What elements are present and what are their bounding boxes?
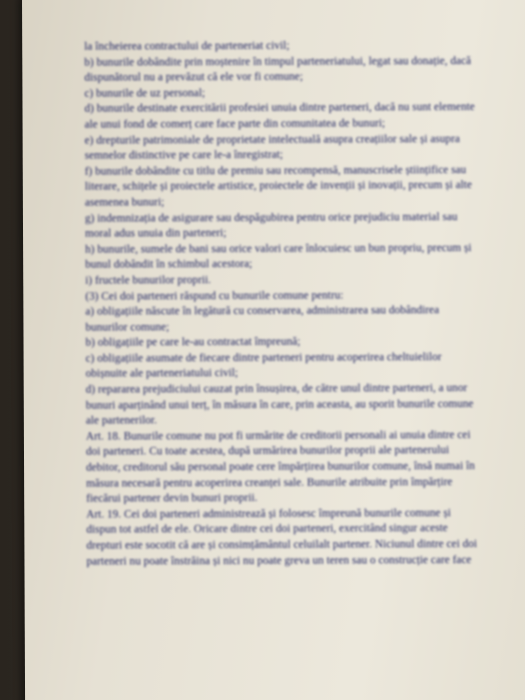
text-line: ale unui fond de comerț care face parte din comunitatea de bunuri;	[84, 117, 386, 131]
text-line: g) indemnizația de asigurare sau despăgubirea pentru orice prejudiciu material sau	[84, 210, 458, 225]
text-line: (3) Cei doi parteneri răspund cu bunurile comune pentru:	[85, 289, 344, 303]
text-line: asemenea bunuri;	[84, 196, 165, 209]
text-line: e) drepturile patrimoniale de proprietate intelectuală asupra creațiilor sale și asupra	[84, 132, 460, 147]
text-line: Art. 18. Bunurile comune nu pot fi urmărite de creditorii personali ai unuia dintre cei	[85, 428, 471, 443]
text-line: i) fructele bunurilor proprii.	[85, 274, 212, 287]
text-line: debitor, creditorul său personal poate cere împărțirea bunurilor comune, însă numai în	[86, 460, 475, 474]
text-line: ale partenerilor.	[85, 414, 157, 427]
text-line: bunuri aparținând unui terț, în măsura în care, prin aceasta, au sporit bunurile comune	[85, 397, 474, 412]
text-line: a) obligațiile născute în legătură cu conservarea, administrarea sau dobândirea	[85, 304, 440, 318]
text-line: dispunătorul nu a prevăzut că ele vor fi comune;	[84, 70, 304, 84]
text-line: f) bunurile dobândite cu titlu de premiu sau recompensă, manuscrisele științifice sau	[84, 163, 467, 178]
text-line: măsura necesară pentru acoperirea creanței sale. Bunurile atribuite prin împărțire	[86, 475, 453, 490]
text-line: Art. 19. Cei doi parteneri administrează și folosesc împreună bunurile comune și	[86, 506, 451, 521]
text-line: parteneri nu poate înstrăina și nici nu poate greva un teren sau o construcție care face	[86, 553, 472, 568]
text-line: b) obligațiile pe care le-au contractat împreună;	[85, 336, 301, 350]
text-line: doi parteneri. Cu toate acestea, după urmărirea bunurilor proprii ale partenerului	[85, 444, 450, 459]
text-line: h) bunurile, sumele de bani sau orice valori care înlocuiesc un bun propriu, precum și	[85, 241, 472, 256]
text-line: fiecărui partener devin bunuri proprii.	[86, 492, 258, 505]
text-line: drepturi este socotit că are și consimțământul celuilalt partener. Niciunul dintre cei doi	[86, 538, 478, 552]
text-line: semnelor distinctive pe care le-a înregistrat;	[84, 149, 284, 162]
text-line: c) obligațiile asumate de fiecare dintre parteneri pentru acoperirea cheltuielilor	[85, 351, 442, 365]
text-line: literare, schițele și proiectele artistice, proiectele de invenții și inovații, precum și alte	[84, 179, 472, 194]
document-text	[84, 38, 484, 570]
text-line: bunul dobândit în schimbul acestora;	[85, 258, 253, 272]
text-line: d) repararea prejudiciului cauzat prin însușirea, de către unul dintre parteneri, a unor	[85, 382, 468, 396]
text-line: moral adus unuia din parteneri;	[85, 227, 227, 240]
text-line: c) bunurile de uz personal;	[84, 86, 206, 100]
text-line: d) bunurile destinate exercitării profesiei unuia dintre parteneri, dacă nu sunt elemente	[84, 101, 475, 116]
text-line: bunurilor comune;	[85, 321, 170, 334]
document-page	[22, 0, 525, 700]
text-line: obișnuite ale parteneriatului civil;	[85, 367, 239, 381]
text-line: b) bunurile dobândite prin moștenire în timpul parteneriatului, legat sau donație, dacă	[84, 54, 472, 69]
text-line: la încheierea contractului de parteneriat civil;	[84, 39, 290, 53]
text-line: dispun tot astfel de ele. Oricare dintre cei doi parteneri, exercitând singur aceste	[86, 522, 448, 537]
